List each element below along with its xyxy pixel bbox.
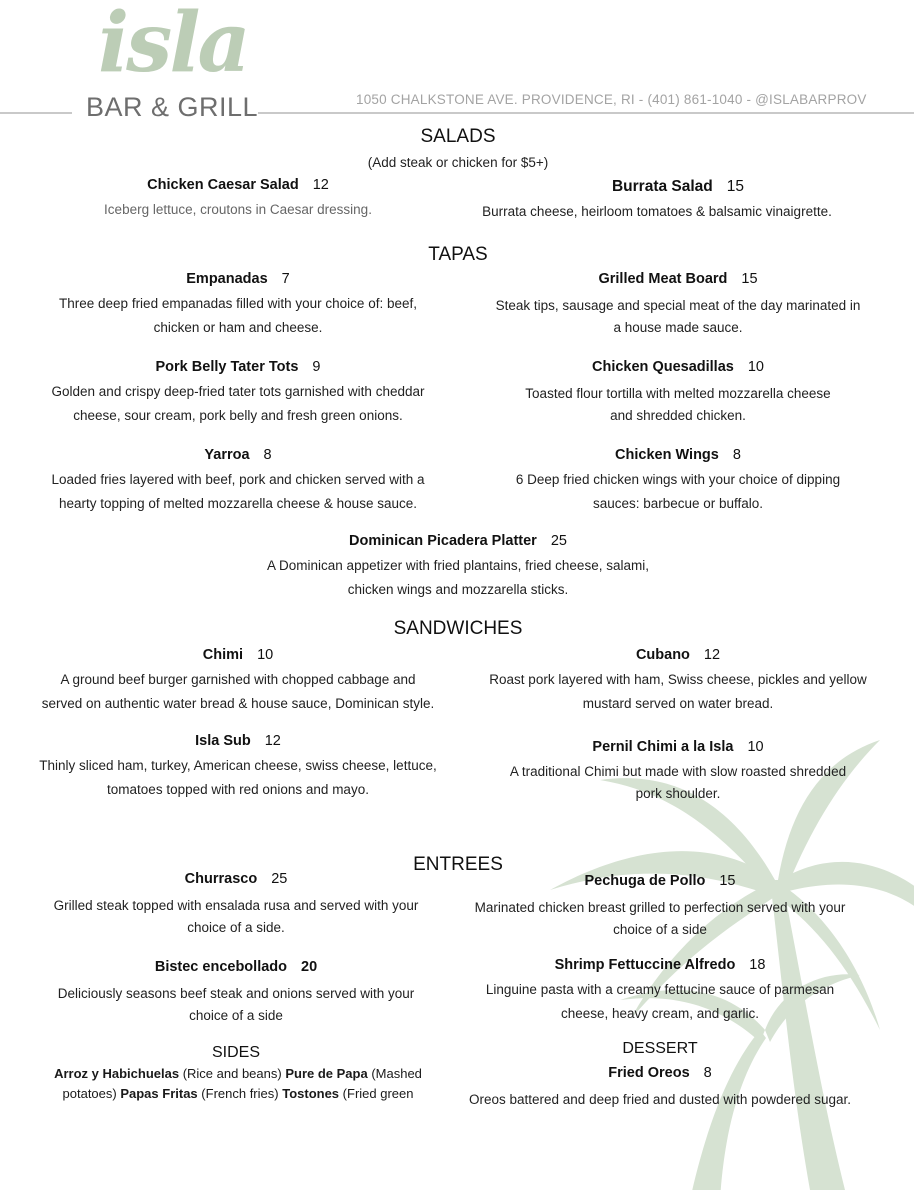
menu-item-chicken-wings bbox=[615, 447, 741, 463]
item-description: Marinated chicken breast grilled to perfection served with your bbox=[474, 900, 846, 915]
menu-item-pechuga-de-pollo bbox=[585, 873, 736, 889]
item-price: 10 bbox=[257, 647, 274, 663]
salads-note: (Add steak or chicken for $5+) bbox=[367, 155, 549, 170]
side-description: (Mashed potatoes) bbox=[62, 1066, 422, 1101]
item-description: A ground beef burger garnished with chopped cabbage and bbox=[60, 672, 416, 687]
menu-item-churrasco bbox=[185, 871, 288, 887]
menu-item-chicken-caesar-salad bbox=[147, 177, 329, 193]
item-description: pork shoulder. bbox=[635, 786, 721, 801]
item-description: and shredded chicken. bbox=[610, 408, 746, 423]
item-description: choice of a side bbox=[613, 922, 707, 937]
item-description: Golden and crispy deep-fried tater tots garnished with cheddar bbox=[51, 384, 425, 399]
item-description: cheese, heavy cream, and garlic. bbox=[560, 1006, 760, 1021]
section-title-entrees: ENTREES bbox=[413, 854, 503, 875]
item-name: Chicken Caesar Salad bbox=[147, 177, 299, 193]
item-description: Steak tips, sausage and special meat of the day marinated in bbox=[495, 298, 861, 313]
item-name: Pechuga de Pollo bbox=[584, 873, 706, 889]
item-price: 15 bbox=[726, 178, 745, 195]
item-description: cheese, sour cream, pork belly and fresh green onions. bbox=[73, 408, 403, 423]
side-description: (French fries) bbox=[201, 1086, 279, 1101]
menu-item-cubano bbox=[636, 647, 720, 663]
item-description: Grilled steak topped with ensalada rusa and served with your bbox=[53, 898, 419, 913]
section-title-sandwiches: SANDWICHES bbox=[393, 618, 523, 639]
item-price: 7 bbox=[281, 271, 290, 287]
item-name: Shrimp Fettuccine Alfredo bbox=[554, 957, 736, 973]
item-price: 10 bbox=[747, 359, 764, 375]
item-price: 18 bbox=[749, 957, 766, 973]
menu-item-yarroa bbox=[204, 447, 271, 463]
item-price: 8 bbox=[263, 447, 272, 463]
logo-script-text: isla bbox=[98, 0, 248, 91]
side-name: Pure de Papa bbox=[285, 1066, 368, 1081]
address-line: 1050 CHALKSTONE AVE. PROVIDENCE, RI - (401) 861-1040 - @ISLABARPROV bbox=[356, 92, 867, 107]
item-name: Bistec encebollado bbox=[154, 959, 288, 975]
item-name: Dominican Picadera Platter bbox=[349, 533, 537, 549]
item-name: Chicken Quesadillas bbox=[592, 359, 734, 375]
item-description: Loaded fries layered with beef, pork and chicken served with a bbox=[51, 472, 425, 487]
menu-item-chimi bbox=[203, 647, 273, 663]
item-price: 10 bbox=[747, 739, 764, 755]
section-title-tapas: TAPAS bbox=[428, 244, 488, 265]
section-title-salads: SALADS bbox=[420, 126, 496, 147]
item-name: Isla Sub bbox=[195, 733, 251, 749]
item-description: tomatoes topped with red onions and mayo. bbox=[107, 782, 369, 797]
side-name: Tostones bbox=[282, 1086, 340, 1101]
section-title-sides: SIDES bbox=[211, 1044, 261, 1061]
item-price: 12 bbox=[312, 177, 329, 193]
item-name: Cubano bbox=[635, 647, 690, 663]
item-name: Chicken Wings bbox=[615, 447, 719, 463]
side-name: Papas Fritas bbox=[120, 1086, 198, 1101]
item-description: a house made sauce. bbox=[613, 320, 743, 335]
item-price: 8 bbox=[703, 1065, 712, 1081]
item-description: A Dominican appetizer with fried plantains, fried cheese, salami, bbox=[267, 558, 649, 573]
item-description: choice of a side. bbox=[187, 920, 285, 935]
menu-item-grilled-meat-board bbox=[598, 271, 757, 287]
item-name: Chimi bbox=[202, 647, 244, 663]
item-name: Grilled Meat Board bbox=[598, 271, 728, 287]
item-description: chicken or ham and cheese. bbox=[153, 320, 323, 335]
item-price: 12 bbox=[264, 733, 281, 749]
item-description: Roast pork layered with ham, Swiss cheese, pickles and yellow bbox=[489, 672, 867, 687]
item-price: 15 bbox=[741, 271, 758, 287]
menu-item-isla-sub bbox=[195, 733, 281, 749]
item-description: 6 Deep fried chicken wings with your choice of dipping bbox=[515, 472, 841, 487]
item-price: 8 bbox=[732, 447, 741, 463]
logo-subtitle: BAR & GRILL bbox=[86, 92, 259, 122]
item-price: 25 bbox=[550, 533, 567, 549]
item-price: 15 bbox=[719, 873, 736, 889]
item-description: choice of a side bbox=[189, 1008, 283, 1023]
item-description: Three deep fried empanadas filled with your choice of: beef, bbox=[59, 296, 417, 311]
sides-list bbox=[50, 1064, 426, 1104]
item-description: Linguine pasta with a creamy fettucine sauce of parmesan bbox=[485, 982, 835, 997]
item-description: mustard served on water bread. bbox=[582, 696, 774, 711]
menu-item-fried-oreos bbox=[608, 1065, 711, 1081]
side-description: (Rice and beans) bbox=[182, 1066, 282, 1081]
item-price: 20 bbox=[301, 959, 318, 975]
item-description: Thinly sliced ham, turkey, American cheese, swiss cheese, lettuce, bbox=[39, 758, 437, 773]
item-name: Pork Belly Tater Tots bbox=[155, 359, 299, 375]
item-description: Burrata cheese, heirloom tomatoes & balsamic vinaigrette. bbox=[482, 204, 832, 219]
side-name: Arroz y Habichuelas bbox=[54, 1066, 180, 1081]
item-description: Toasted flour tortilla with melted mozzarella cheese bbox=[525, 386, 831, 401]
menu-item-pernil-chimi-a-la-isla bbox=[592, 739, 763, 755]
item-description: hearty topping of melted mozzarella cheese & house sauce. bbox=[59, 496, 417, 511]
side-description: (Fried green bbox=[342, 1086, 414, 1101]
menu-item-shrimp-fettuccine-alfredo bbox=[555, 957, 766, 973]
menu-item-dominican-picadera-platter bbox=[349, 533, 567, 549]
item-name: Burrata Salad bbox=[611, 178, 713, 195]
item-description: chicken wings and mozzarella sticks. bbox=[347, 582, 569, 597]
item-name: Yarroa bbox=[204, 447, 250, 463]
header-rule-left bbox=[0, 112, 72, 114]
item-description: served on authentic water bread & house sauce, Dominican style. bbox=[41, 696, 435, 711]
item-name: Empanadas bbox=[186, 271, 268, 287]
item-price: 25 bbox=[271, 871, 288, 887]
menu-item-empanadas bbox=[186, 271, 289, 287]
header-rule-right bbox=[258, 112, 914, 114]
item-description: A traditional Chimi but made with slow roasted shredded bbox=[509, 764, 847, 779]
menu-item-bistec-encebollado bbox=[155, 959, 317, 975]
menu-item-chicken-quesadillas bbox=[592, 359, 764, 375]
item-description: sauces: barbecue or buffalo. bbox=[592, 496, 764, 511]
item-description: Deliciously seasons beef steak and onions served with your bbox=[57, 986, 415, 1001]
item-description: Oreos battered and deep fried and dusted with powdered sugar. bbox=[468, 1092, 852, 1107]
item-name: Churrasco bbox=[184, 871, 258, 887]
menu-item-burrata-salad bbox=[612, 178, 744, 196]
menu-item-pork-belly-tater-tots bbox=[156, 359, 321, 375]
item-description: Iceberg lettuce, croutons in Caesar dressing. bbox=[104, 202, 372, 217]
item-name: Pernil Chimi a la Isla bbox=[592, 739, 734, 755]
section-title-dessert: DESSERT bbox=[622, 1040, 698, 1057]
item-price: 9 bbox=[312, 359, 321, 375]
item-name: Fried Oreos bbox=[608, 1065, 690, 1081]
item-price: 12 bbox=[703, 647, 721, 663]
